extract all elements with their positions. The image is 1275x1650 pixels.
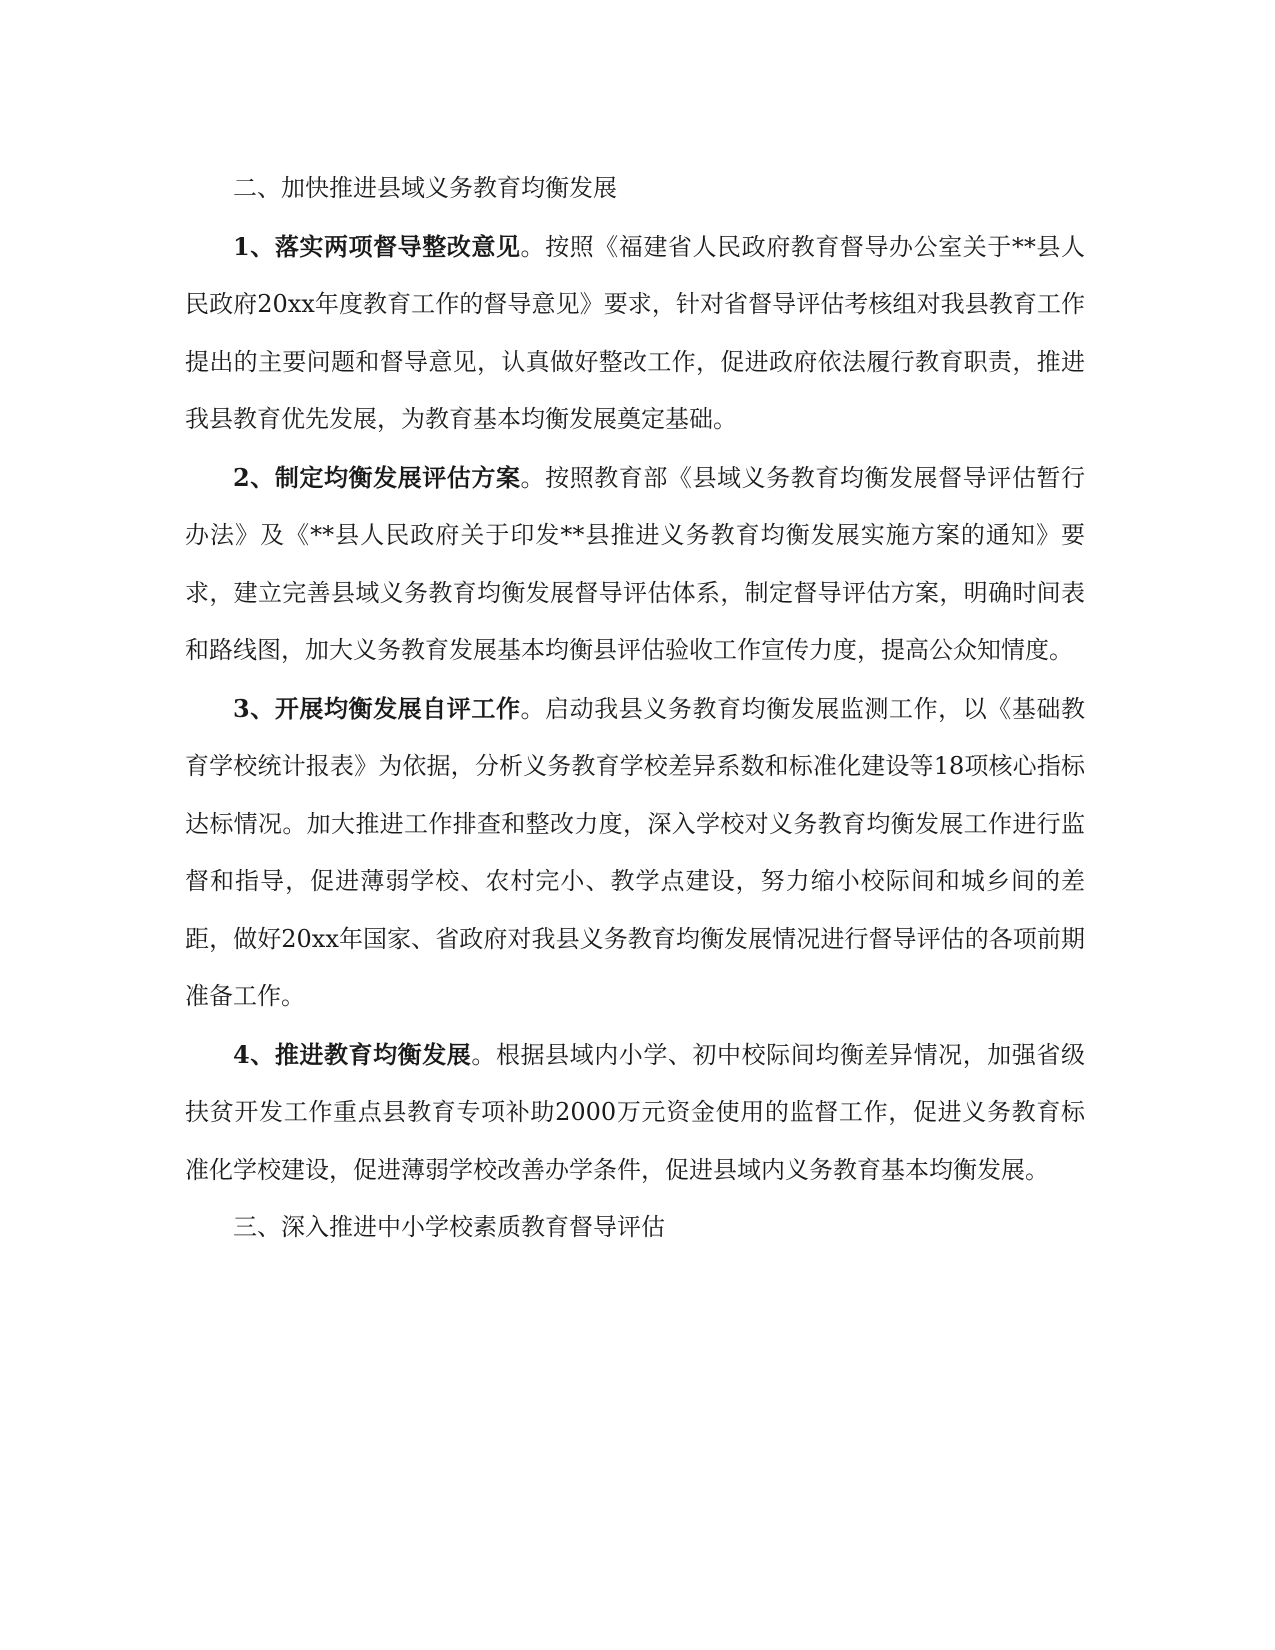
item-4-lead: 4、推进教育均衡发展 [233, 1039, 472, 1069]
item-4-text: 。根据县域内小学、初中校际间均衡差异情况，加强省级扶贫开发工作重点县教育专项补助2000万元资金使用的监督工作，促进义务教育标准化学校建设，促进薄弱学校改善办学条件，促进县域内义务教育基本均衡发展。 [185, 1040, 1085, 1184]
item-2-lead: 2、制定均衡发展评估方案 [233, 462, 521, 492]
item-1-text: 。按照《福建省人民政府教育督导办公室关于**县人民政府20xx年度教育工作的督导意见》要求，针对省督导评估考核组对我县教育工作提出的主要问题和督导意见，认真做好整改工作，促进政府依法履行教育职责，推进我县教育优先发展，为教育基本均衡发展奠定基础。 [185, 232, 1086, 433]
item-3-lead: 3、开展均衡发展自评工作 [233, 693, 521, 723]
item-1-paragraph [185, 218, 1085, 449]
item-3-paragraph [185, 680, 1085, 1026]
section-3-heading: 三、深入推进中小学校素质教育督导评估 [233, 1213, 665, 1241]
item-1-lead: 1、落实两项督导整改意见 [233, 231, 521, 261]
item-2-text: 。按照教育部《县域义务教育均衡发展督导评估暂行办法》及《**县人民政府关于印发**县推进义务教育均衡发展实施方案的通知》要求，建立完善县域义务教育均衡发展督导评估体系，制定督导评估方案，明确时间表和路线图，加大义务教育发展基本均衡县评估验收工作宣传力度，提高公众知情度。 [185, 463, 1086, 664]
item-3-text: 。启动我县义务教育均衡发展监测工作，以《基础教育学校统计报表》为依据，分析义务教育学校差异系数和标准化建设等18项核心指标达标情况。加大推进工作排查和整改力度，深入学校对义务教育均衡发展工作进行监督和指导，促进薄弱学校、农村完小、教学点建设，努力缩小校际间和城乡间的差距，做好20xx年国家、省政府对我县义务教育均衡发展情况进行督导评估的各项前期准备工作。 [185, 694, 1086, 1010]
document-page [185, 160, 1085, 1257]
section-2-heading: 二、加快推进县域义务教育均衡发展 [233, 174, 617, 202]
item-4-paragraph [185, 1026, 1085, 1200]
item-2-paragraph [185, 449, 1085, 680]
